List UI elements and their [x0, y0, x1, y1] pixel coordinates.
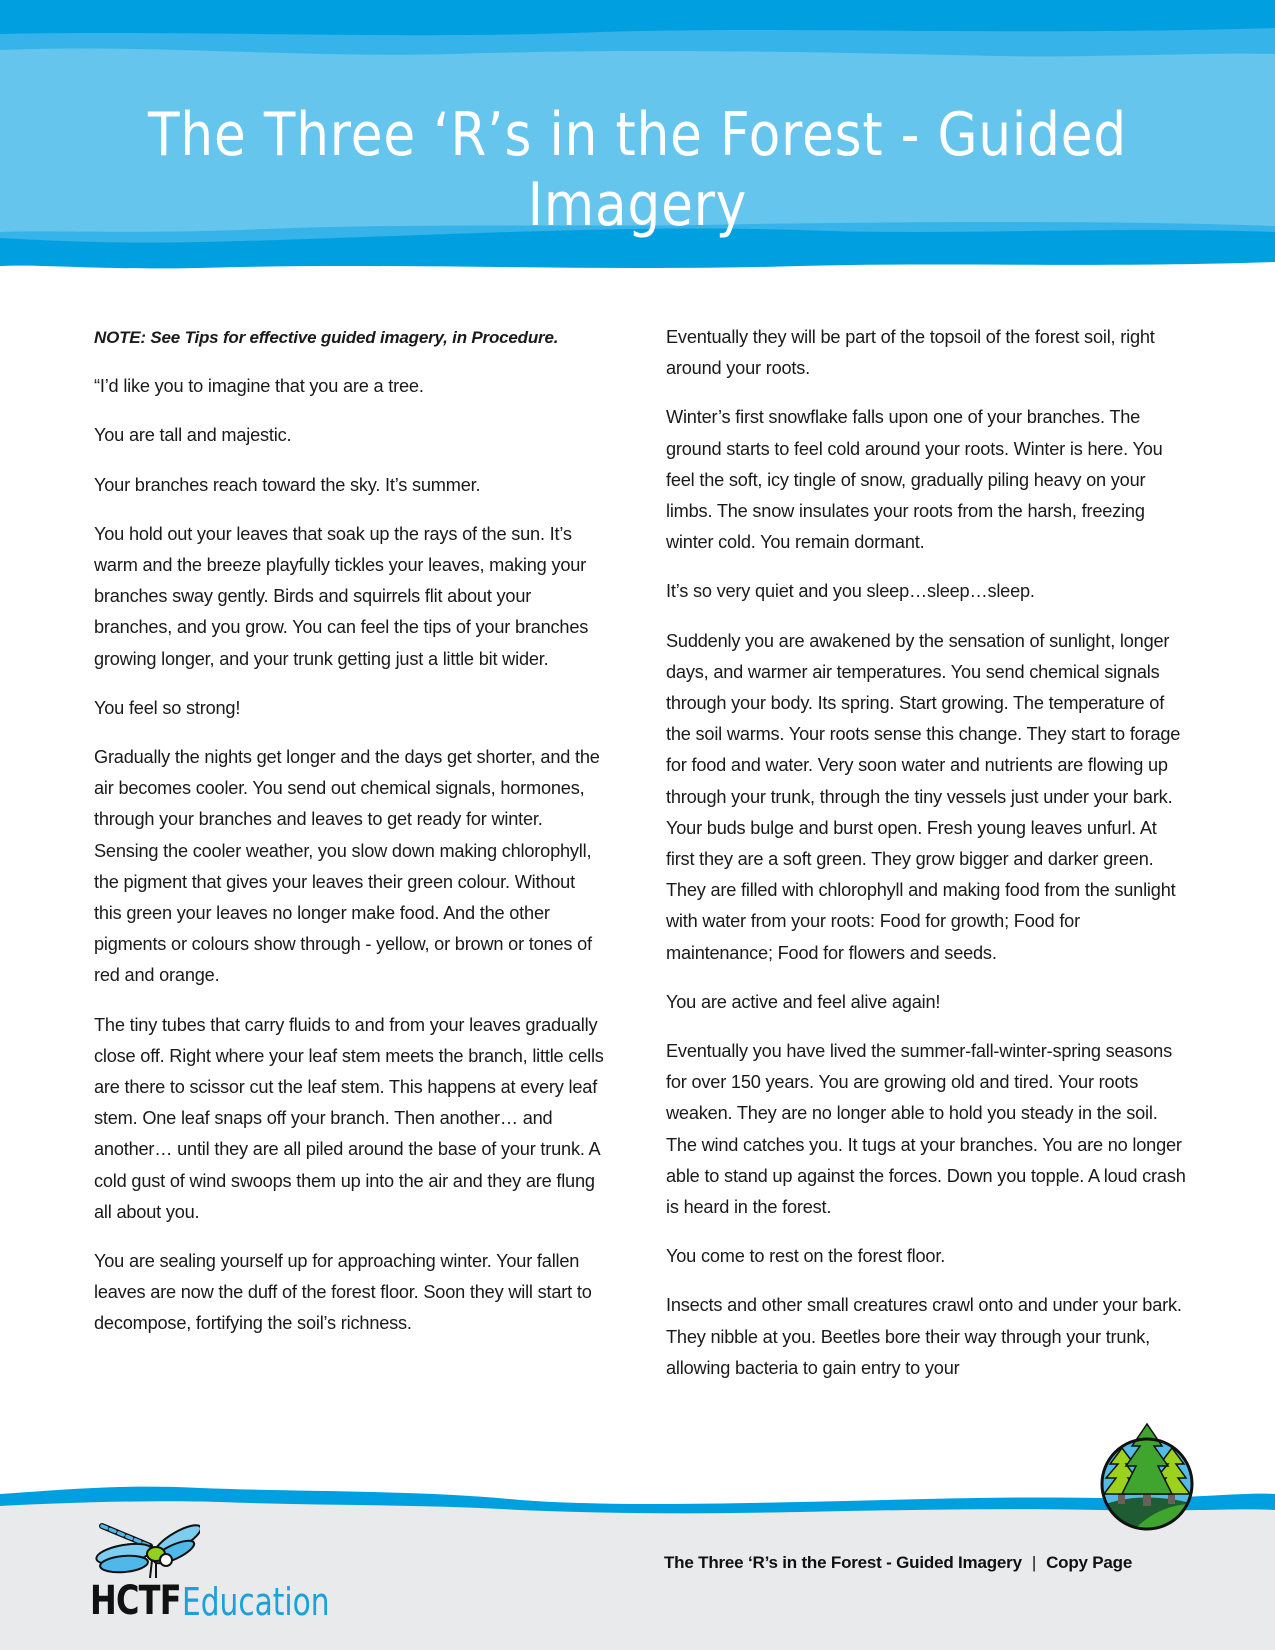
footer-page-label: [664, 1553, 1132, 1573]
paragraph: The tiny tubes that carry fluids to and from your leaves gradually close off. Right where your leaf stem meets the branch, little cells are there to scissor cut the leaf stem. This happens at every leaf stem. One leaf snaps off your branch. Then another… and another… until they are all piled around the base of your trunk. A cold gust of wind swoops them up into the air and they are flung all about you.: [94, 1014, 604, 1222]
footer-page-title: The Three ‘R’s in the Forest - Guided Imagery: [664, 1553, 1022, 1572]
footer-separator: |: [1031, 1553, 1037, 1572]
paragraph: You feel so strong!: [94, 697, 241, 718]
paragraph: You hold out your leaves that soak up the rays of the sun. It’s warm and the breeze playfully tickles your leaves, making your branches sway gently. Birds and squirrels flit about your branches, and you grow. You can feel the tips of your branches growing longer, and your trunk getting just a little bit wider.: [94, 523, 589, 669]
footer-page-type: Copy Page: [1046, 1553, 1133, 1572]
header-banner: [0, 0, 1275, 275]
paragraph: Suddenly you are awakened by the sensation of sunlight, longer days, and warmer air temperatures. You send chemical signals through your body. Its spring. Start growing. The temperature of the soil warms. Your roots sense this change. They start to forage for food and water. Very soon water and nutrients are flowing up through your trunk, through the tiny vessels just under your bark. Your buds bulge and burst open. Fresh young leaves unfurl. At first they are a soft green. They grow bigger and darker green. They are filled with chlorophyll and making food from the sunlight with water from your roots: Food for growth; Food for maintenance; Food for flowers and seeds.: [666, 630, 1181, 963]
paragraph: Eventually they will be part of the topsoil of the forest soil, right around your roots.: [666, 327, 1155, 379]
paragraph: You come to rest on the forest floor.: [666, 1246, 946, 1267]
paragraph: Insects and other small creatures crawl onto and under your bark. They nibble at you. Beetles bore their way through your trunk, allowing bacteria to gain entry to your: [666, 1295, 1182, 1378]
paragraph: Winter’s first snowflake falls upon one of your branches. The ground starts to feel cold around your roots. Winter is here. You feel the soft, icy tingle of snow, gradually piling heavy on your limbs. The snow insulates your roots from the harsh, freezing winter cold. You remain dormant.: [666, 407, 1163, 553]
paragraph: It’s so very quiet and you sleep…sleep…sleep.: [666, 581, 1035, 602]
forest-badge-icon: [1092, 1422, 1202, 1532]
procedure-note: NOTE: See Tips for effective guided imagery, in Procedure.: [94, 328, 559, 347]
paragraph: You are sealing yourself up for approaching winter. Your fallen leaves are now the duff of the forest floor. Soon they will start to decompose, fortifying the soil’s richness.: [94, 1251, 592, 1334]
right-column: [666, 322, 1186, 1402]
page-title: The Three ‘R’s in the Forest - Guided Imagery: [148, 100, 1127, 240]
hctf-education-logo: [90, 1520, 340, 1630]
paragraph: Your branches reach toward the sky. It’s summer.: [94, 474, 481, 495]
paragraph: “I’d like you to imagine that you are a tree.: [94, 376, 424, 397]
left-column: [94, 322, 604, 1358]
logo-hctf-text: HCTF: [90, 1578, 181, 1624]
paragraph: Eventually you have lived the summer-fall-winter-spring seasons for over 150 years. You are growing old and tired. Your roots weaken. They are no longer able to hold you steady in the soil. The wind catches you. It tugs at your branches. You are no longer able to stand up against the forces. Down you topple. A loud crash is heard in the forest.: [666, 1041, 1186, 1218]
paragraph: Gradually the nights get longer and the days get shorter, and the air becomes cooler. You send out chemical signals, hormones, through your branches and leaves to get ready for winter. Sensing the cooler weather, you slow down making chlorophyll, the pigment that gives your leaves their green colour. Without this green your leaves no longer make food. And the other pigments or colours show through - yellow, or brown or tones of red and orange.: [94, 747, 600, 986]
paragraph: You are tall and majestic.: [94, 425, 292, 446]
logo-education-text: Education: [182, 1580, 330, 1624]
paragraph: You are active and feel alive again!: [666, 991, 941, 1012]
